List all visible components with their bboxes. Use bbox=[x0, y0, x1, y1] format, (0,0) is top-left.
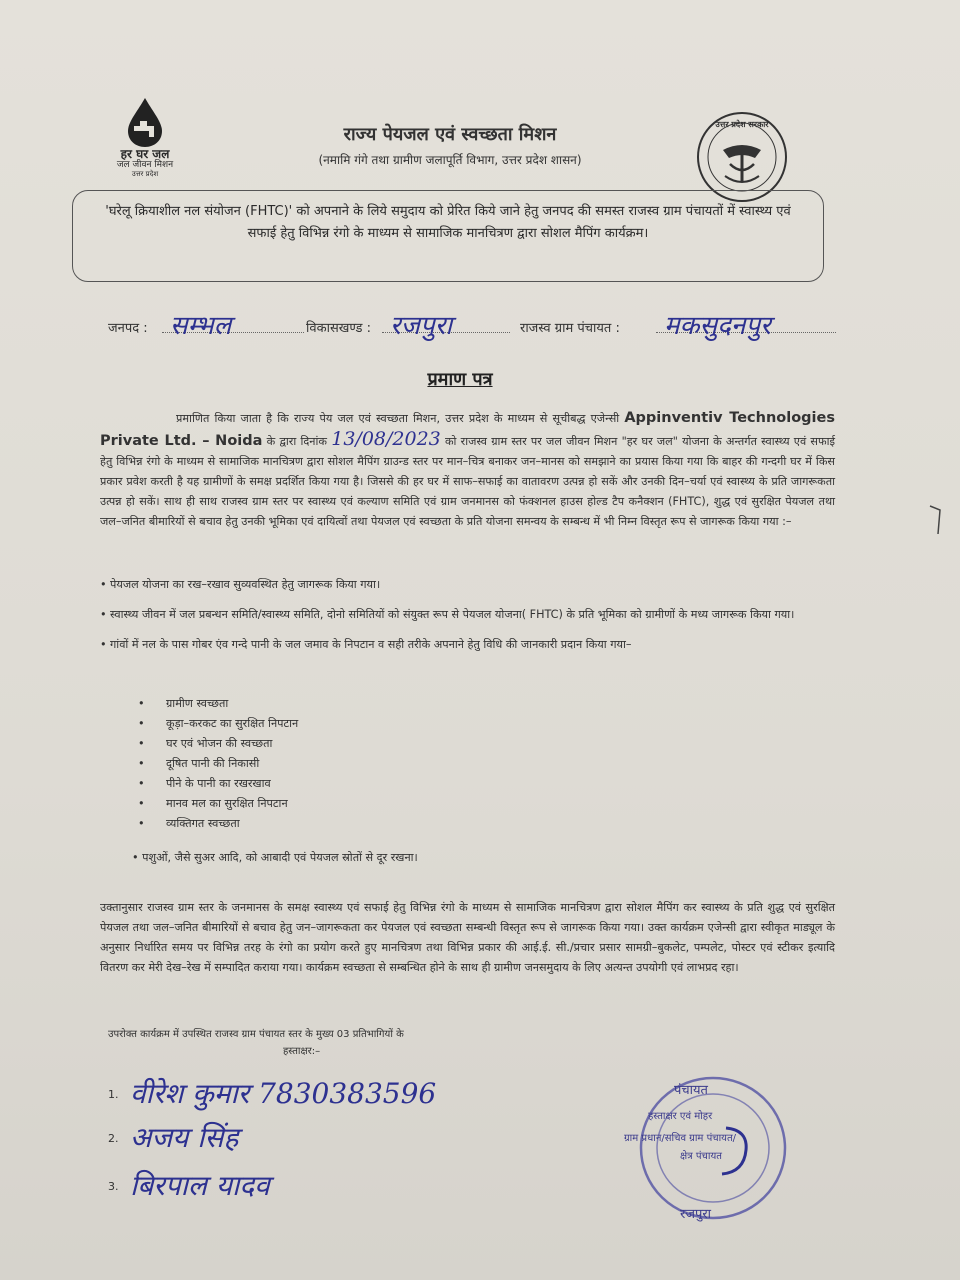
list-item: • व्यक्तिगत स्वच्छता bbox=[138, 814, 558, 834]
stamp-bottom-text: रजपुरा bbox=[680, 1207, 712, 1222]
list-item: • स्वास्थ्य जीवन में जल प्रबन्धन समिति/स्वास्थ्य समिति, दोनो समितियों को संयुक्त रूप से पेयजल योजना( FHTC) के प्रति भूमिका को ग्रामीणों के मध्य जागरूक किया गया। bbox=[100, 604, 840, 626]
har-ghar-jal-logo bbox=[100, 96, 190, 180]
agency-name: Appinventiv Technologies Private Ltd. – Noida bbox=[100, 410, 835, 449]
list-item: • घर एवं भोजन की स्वच्छता bbox=[138, 734, 558, 754]
signature-1 bbox=[108, 1074, 568, 1118]
gram-panchayat-value: मकसुदनपुर bbox=[664, 311, 771, 341]
signature-number: 2. bbox=[108, 1132, 119, 1145]
sanitation-topics bbox=[138, 694, 558, 834]
program-description-box: 'घरेलू क्रियाशील नल संयोजन (FHTC)' को अपनाने के लिये समुदाय को प्रेरित किये जाने हेतु जनपद की समस्त राजस्व ग्राम पंचायतों में स्वास्थ्य एवं सफाई हेतु विभिन्न रंगो के माध्यम से सामाजिक मानचित्रण द्वारा सोशल मैपिंग कार्यक्रम। bbox=[72, 190, 824, 282]
summary-paragraph: उक्तानुसार राजस्व ग्राम स्तर के जनमानस के समक्ष स्वास्थ्य एवं सफाई हेतु विभिन्न रंगो के माध्यम से सामाजिक मानचित्रण द्वारा सोशल मैपिंग कर स्वास्थ्य के प्रति शुद्ध एवं सुरक्षित पेयजल तथा जल–जनित बीमारियों से बचाव हेतु जन–जागरूकता कर पेयजल एवं स्वच्छता सम्बन्धी विस्तृत रूप से जागरूक किया गया। उक्त कार्यक्रम एजेन्सी द्वारा स्वीकृत माड्यूल के अनुसार निर्धारित समय पर विभिन्न तरह के रंगो का प्रयोग करते हुए मानचित्रण तथा विभिन्न प्रकार की आई.ई. सी./प्रचार प्रसार सामग्री–बुकलेट, पम्पलेट, पोस्टर एवं स्टीकर इत्यादि वितरण कर मेरी देख–रेख में सम्पादित कराया गया। कार्यक्रम स्वच्छता से सम्बन्धित होने के साथ ही ग्रामीण जनसमुदाय के लिए अत्यन्त उपयोगी एवं लाभप्रद रहा। bbox=[100, 901, 835, 974]
gram-panchayat-label: राजस्व ग्राम पंचायत : bbox=[520, 321, 620, 336]
participants-note bbox=[108, 1026, 548, 1060]
list-item: • गांवों में नल के पास गोबर एंव गन्दे पानी के जल जमाव के निपटान व सही तरीके अपनाने हेतु विधि की जानकारी प्रदान किया गया– bbox=[100, 634, 840, 656]
signature-3 bbox=[108, 1166, 408, 1210]
emblem-text: उत्तर प्रदेश सरकार bbox=[715, 120, 769, 129]
signature-number: 1. bbox=[108, 1088, 119, 1101]
signature-text: वीरेश कुमार 7830383596 bbox=[130, 1077, 437, 1110]
block-label: विकासखण्ड : bbox=[306, 321, 372, 336]
awareness-points bbox=[100, 574, 840, 664]
logo-line3: उत्तर प्रदेश bbox=[131, 170, 159, 178]
signature-2 bbox=[108, 1118, 408, 1162]
signature-number: 3. bbox=[108, 1180, 119, 1193]
stamp-line1: हस्ताक्षर एवं मोहर bbox=[648, 1111, 713, 1122]
list-item: • दूषित पानी की निकासी bbox=[138, 754, 558, 774]
para1-part2: के द्वारा दिनांक bbox=[266, 435, 328, 448]
list-item: • कूड़ा–करकट का सुरक्षित निपटान bbox=[138, 714, 558, 734]
para1-part1: प्रमाणित किया जाता है कि राज्य पेय जल एवं स्वच्छता मिशन, उत्तर प्रदेश के माध्यम से सूचीबद्ध एजेन्सी bbox=[176, 412, 620, 425]
certificate-heading: प्रमाण पत्र bbox=[427, 369, 493, 390]
list-item: • मानव मल का सुरक्षित निपटान bbox=[138, 794, 558, 814]
district-value: सम्भल bbox=[170, 311, 232, 341]
list-item: • ग्रामीण स्वच्छता bbox=[138, 694, 558, 714]
signature-text: बिरपाल यादव bbox=[130, 1169, 270, 1202]
list-item: • पेयजल योजना का रख–रखाव सुव्यवस्थित हेतु जागरूक किया गया। bbox=[100, 574, 840, 596]
district-label: जनपद : bbox=[108, 321, 148, 336]
mission-title: राज्य पेयजल एवं स्वच्छता मिशन bbox=[343, 124, 557, 145]
animal-distance-point: • पशुओं, जैसे सुअर आदि, को आबादी एवं पेयजल स्रोतों से दूर रखना। bbox=[132, 848, 732, 868]
para1-part3: को राजस्व ग्राम स्तर पर जल जीवन मिशन "हर घर जल" योजना के अन्तर्गत स्वास्थ्य एवं सफाई हेतु विभिन्न रंगो के माध्यम से सामाजिक मानचित्रण द्वारा सोशल मैपिंग ग्राउन्ड स्तर पर मान–चित्र बनाकर जन–मानस को समझाने का प्रयास किया गया कि बाहर की गन्दगी घर में किस प्रकार प्रवेश करती है यह ग्रामीणों के समक्ष प्रदर्शित किया गया है। जिससे की हर घर में साफ–सफाई का वातावरण उत्पन्न हो सकें और उनकी दिन–चर्या एवं स्वास्थ्य के प्रति जागरूकता उत्पन्न हो सकें। साथ ही साथ राजस्व ग्राम स्तर पर स्वास्थ्य एवं कल्याण समिति एवं ग्राम जनमानस को फंक्शनल हाउस होल्ड टैप कनैक्शन (FHTC), शुद्ध एवं सुरक्षित पेयजल तथा जल–जनित बीमारियों से बचाव हेतु उनकी भूमिका एवं दायित्वों तथा पेयजल एवं स्वच्छता के प्रति योजना समन्वय के सम्बन्ध में भी निम्न विस्तृत रूप से जागरूक किया गया :– bbox=[100, 435, 836, 528]
certificate-paragraph bbox=[100, 408, 835, 532]
signature-text: अजय सिंह bbox=[130, 1121, 239, 1154]
stamp-top-text: पंचायत bbox=[674, 1083, 708, 1098]
participants-note-line1: उपरोक्त कार्यक्रम में उपस्थित राजस्व ग्राम पंचायत स्तर के मुख्य 03 प्रतिभागियों के bbox=[108, 1029, 404, 1040]
block-value: रजपुरा bbox=[390, 311, 453, 341]
participants-note-line2: हस्ताक्षर:– bbox=[283, 1046, 321, 1057]
logo-line2: जल जीवन मिशन bbox=[116, 160, 174, 170]
location-fields bbox=[108, 306, 908, 350]
mission-subtitle: (नमामि गंगे तथा ग्रामीण जलापूर्ति विभाग, उत्तर प्रदेश शासन) bbox=[318, 153, 582, 167]
water-drop-tap-icon bbox=[122, 96, 168, 148]
logo-line1: हर घर जल bbox=[120, 147, 170, 161]
stamp-line3: क्षेत्र पंचायत bbox=[680, 1151, 722, 1162]
margin-pen-mark bbox=[928, 500, 944, 540]
official-stamp bbox=[618, 1068, 808, 1228]
list-item: • पीने के पानी का रखरखाव bbox=[138, 774, 558, 794]
stamp-line2: ग्राम प्रधान/सचिव ग्राम पंचायत/ bbox=[624, 1133, 737, 1144]
program-date: 13/08/2023 bbox=[331, 428, 441, 450]
